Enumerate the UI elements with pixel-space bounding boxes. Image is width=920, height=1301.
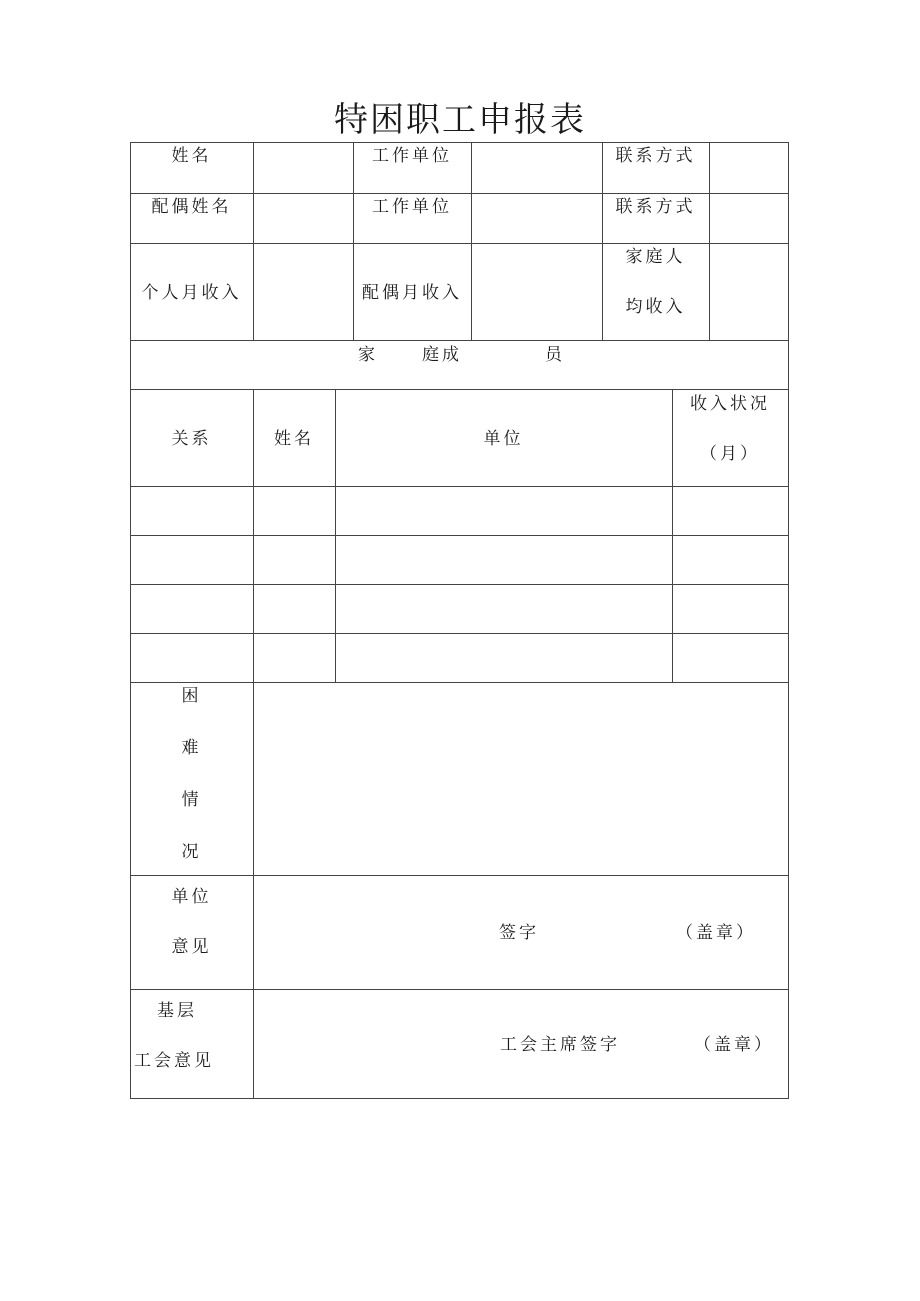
table-divider [253,142,254,340]
member-unit-column-header: 单位 [483,429,524,449]
table-divider [253,682,254,1098]
family-members-heading-part3: 员 [545,345,565,365]
table-divider [130,584,789,585]
spouse-contact-label: 联系方式 [615,197,696,217]
union-seal-label: （盖章） [694,1035,774,1055]
table-divider [130,682,789,683]
union-opinion-label-line1: 基层 [157,1001,197,1021]
table-divider [130,989,789,990]
hardship-label-char2: 难 [181,738,202,758]
unit-opinion-label-line2: 意见 [171,937,212,957]
name-label: 姓名 [171,146,212,166]
unit-opinion-label-line1: 单位 [171,887,212,907]
table-divider [130,340,789,341]
income-column-header-line1: 收入状况 [690,394,770,414]
table-divider [788,142,789,1099]
member-name-column-header: 姓名 [274,429,314,449]
table-divider [130,193,789,194]
hardship-label-char3: 情 [181,790,202,810]
family-members-heading-part1: 家 [358,345,378,365]
unit-seal-label: （盖章） [676,923,756,943]
family-members-heading-part2: 庭成 [422,345,462,365]
table-divider [130,633,789,634]
work-unit-label: 工作单位 [372,146,452,166]
table-divider [130,142,789,143]
spouse-name-label: 配偶姓名 [151,197,232,217]
per-capita-income-label-line2: 均收入 [625,297,686,317]
table-divider [130,389,789,390]
hardship-label-char4: 况 [181,842,202,862]
page-title: 特困职工申报表 [334,100,586,140]
table-divider [130,875,789,876]
spouse-income-label: 配偶月收入 [362,283,462,303]
table-divider [353,142,354,340]
table-divider [130,1098,789,1099]
union-opinion-label-line2: 工会意见 [134,1051,214,1071]
relation-column-header: 关系 [171,429,212,449]
table-divider [130,535,789,536]
table-divider [709,142,710,340]
unit-signature-label: 签字 [499,923,539,943]
contact-label: 联系方式 [615,146,696,166]
spouse-work-unit-label: 工作单位 [372,197,452,217]
table-divider [130,486,789,487]
income-column-header-line2: （月） [700,444,760,464]
table-divider [471,142,472,340]
table-divider [672,389,673,682]
per-capita-income-label-line1: 家庭人 [625,247,686,267]
table-divider [130,243,789,244]
union-chair-signature-label: 工会主席签字 [500,1035,620,1055]
personal-income-label: 个人月收入 [141,283,242,303]
hardship-label-char1: 困 [181,686,202,706]
